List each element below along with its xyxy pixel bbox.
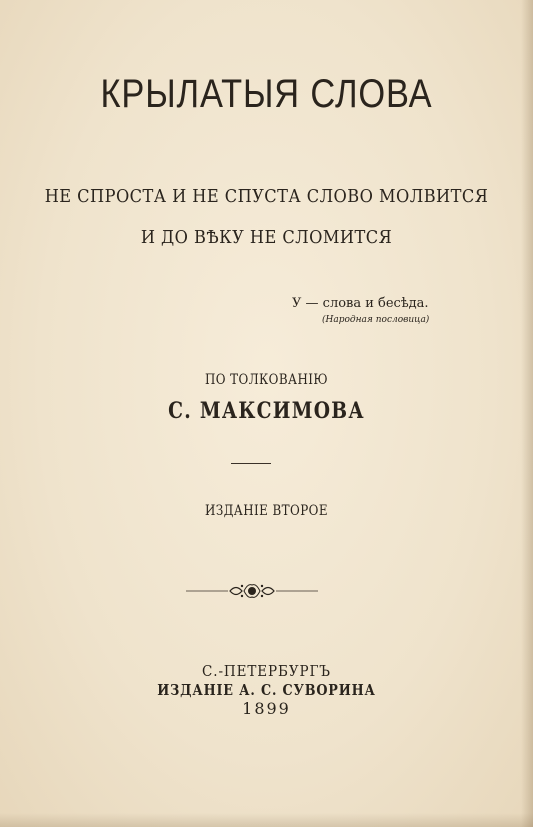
page-bottom-shadow — [0, 813, 533, 827]
author-name: С. МАКСИМОВА — [168, 398, 365, 424]
book-title: КРЫЛАТЫЯ СЛОВА — [100, 72, 433, 116]
imprint-year: 1899 — [242, 699, 291, 718]
epigraph-quote: У — слова и бесѣда. — [292, 296, 429, 311]
attribution-label: ПО ТОЛКОВАНІЮ — [204, 372, 329, 388]
floral-vignette-icon — [186, 582, 318, 600]
epigraph-source: (Народная пословица) — [322, 315, 430, 325]
motto-line-2: И ДО ВѢКУ НЕ СЛОМИТСЯ — [140, 227, 393, 248]
imprint-city: С.-ПЕТЕРБУРГЪ — [202, 662, 331, 680]
divider-rule — [231, 463, 271, 464]
imprint-publisher: ИЗДАНІЕ А. С. СУВОРИНА — [157, 681, 376, 699]
edition-label: ИЗДАНІЕ ВТОРОЕ — [205, 503, 328, 519]
motto-line-1: НЕ СПРОСТА И НЕ СПУСТА СЛОВО МОЛВИТСЯ — [44, 186, 489, 207]
